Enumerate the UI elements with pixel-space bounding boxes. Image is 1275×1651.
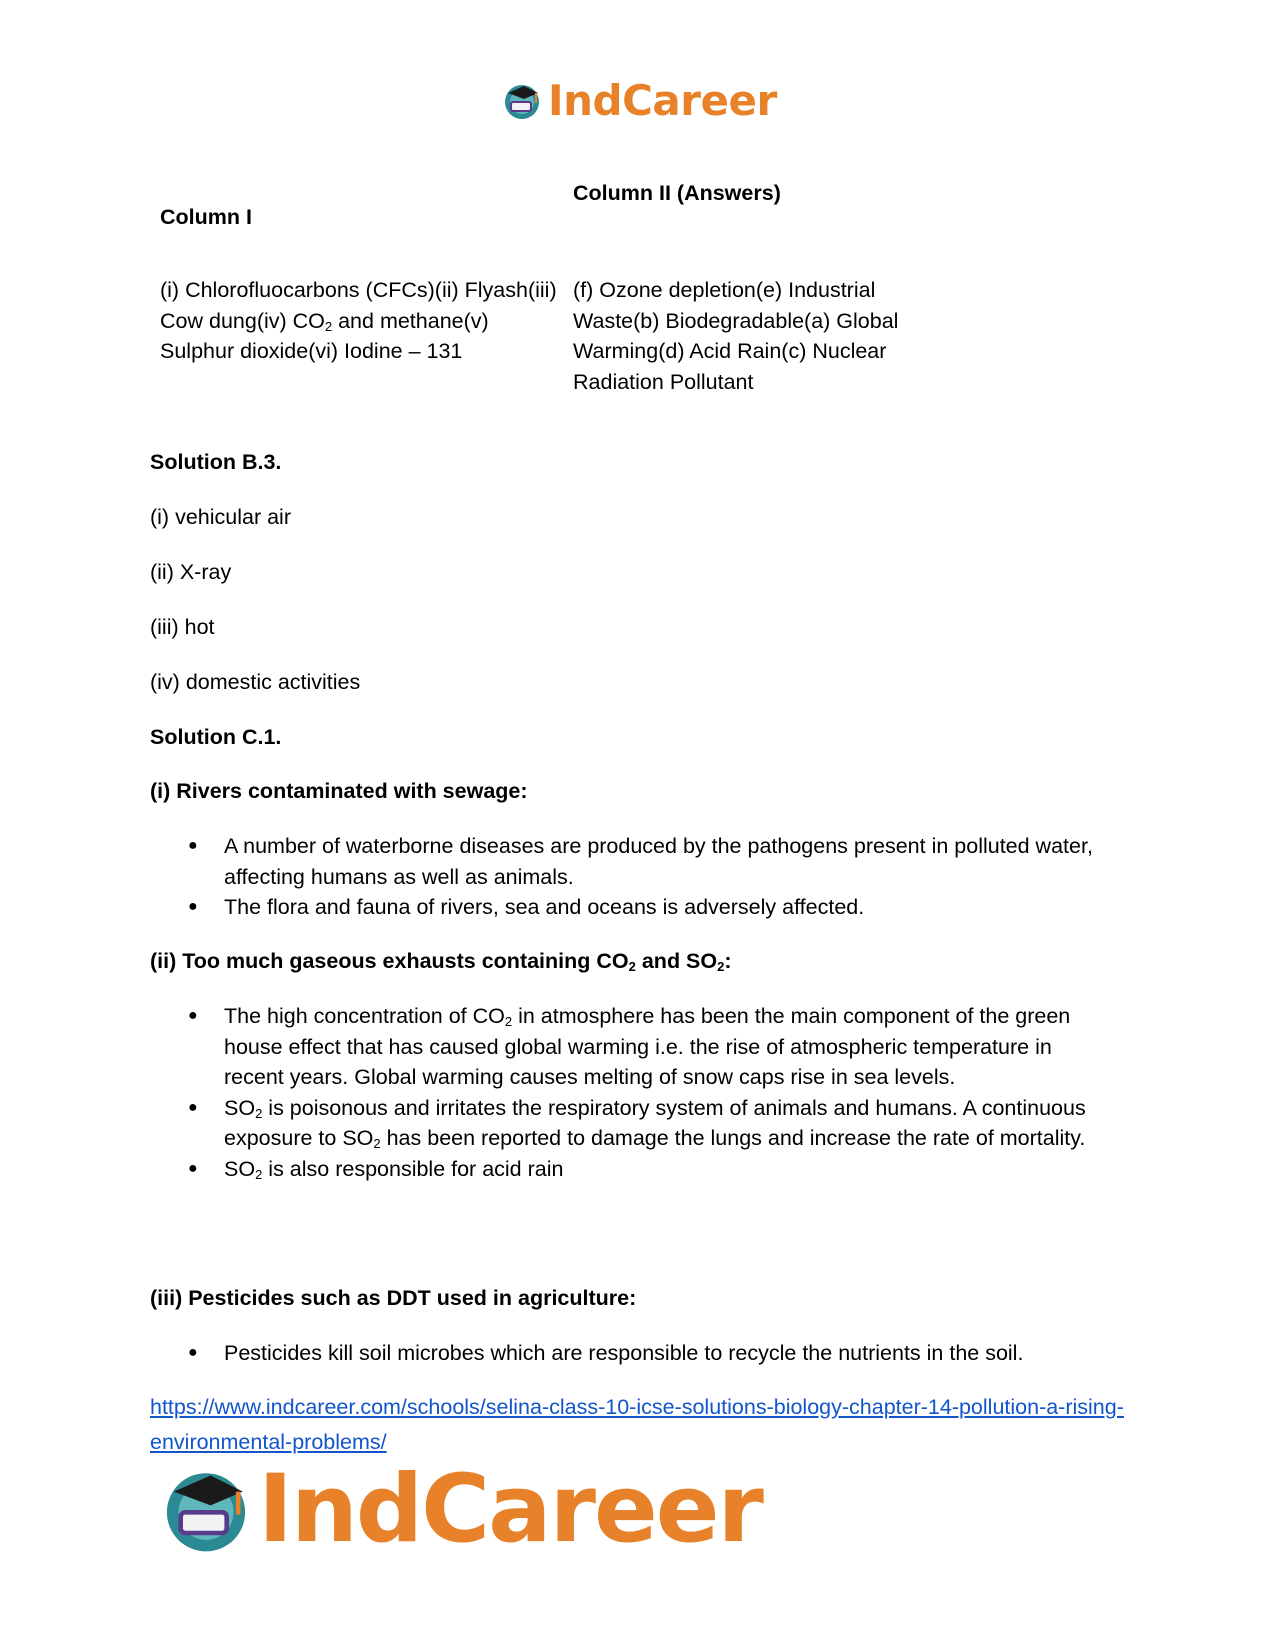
list-text: has been reported to damage the lungs and increase the rate of mortality.: [380, 1126, 1086, 1150]
list-text: is poisonous and irritates the respiratory system of animals and humans. A continuous exposure to SO: [224, 1095, 1086, 1150]
heading-text: (ii) Too much gaseous exhausts containing CO: [150, 949, 629, 973]
source-link[interactable]: https://www.indcareer.com/schools/selina-class-10-icse-solutions-biology-chapter-14-pollution-a-rising-environmental-problems/: [150, 1395, 1124, 1454]
heading-text: and SO: [635, 949, 718, 973]
subscript: 2: [255, 1166, 263, 1182]
subscript: 2: [373, 1136, 381, 1151]
logo-text: IndCareer: [258, 1455, 762, 1564]
column-1-text: (i) Chlorofluocarbons (CFCs)(ii) Flyash(iii) Cow dung(iv) CO: [160, 278, 557, 333]
column-1-content: [160, 275, 560, 367]
column-2-header: Column II (Answers): [573, 181, 781, 205]
list-text: SO: [224, 1156, 256, 1181]
heading-text: :: [724, 949, 732, 973]
solution-b3-item: (ii) X-ray: [150, 560, 232, 584]
list-text: SO: [224, 1095, 256, 1120]
list-text: in atmosphere has been the main component of the green house effect that has caused global warming i.e. the rise of atmospheric temperature in recent years. Global warming causes melting of snow caps rise in sea levels.: [224, 1004, 1071, 1089]
list-item: ● Pesticides kill soil microbes which are responsible to recycle the nutrients in the soil.: [150, 1338, 1110, 1369]
subscript: 2: [628, 959, 636, 974]
solution-c1-title: Solution C.1.: [150, 725, 282, 749]
logo-text: IndCareer: [548, 76, 777, 125]
list-text: The high concentration of CO: [224, 1004, 505, 1028]
solution-b3-title: Solution B.3.: [150, 450, 282, 474]
graduation-cap-icon: [502, 81, 542, 121]
subscript: 2: [324, 318, 333, 334]
list-text: is also responsible for acid rain: [262, 1156, 564, 1181]
bullet-list: [150, 1338, 1110, 1369]
section-heading: (iii) Pesticides such as DDT used in agriculture:: [150, 1286, 637, 1310]
list-item: [150, 1001, 1110, 1093]
bullet-list: [150, 831, 1110, 923]
column-2-content: (f) Ozone depletion(e) Industrial Waste(b) Biodegradable(a) Global Warming(d) Acid Rain(c) Nuclear Radiation Pollutant: [573, 278, 899, 394]
bullet-list: [150, 1001, 1110, 1184]
section-heading: (i) Rivers contaminated with sewage:: [150, 779, 528, 803]
graduation-cap-icon: [160, 1464, 252, 1556]
column-1-header: Column I: [160, 205, 252, 229]
list-item: ● The flora and fauna of rivers, sea and oceans is adversely affected.: [150, 892, 1110, 923]
header-logo: [502, 76, 777, 125]
section-heading: [150, 946, 732, 977]
footer-logo: [160, 1455, 762, 1564]
subscript: 2: [255, 1105, 263, 1121]
list-item: [150, 1093, 1110, 1154]
solution-b3-item: (iv) domestic activities: [150, 670, 361, 694]
subscript: 2: [504, 1014, 513, 1029]
list-item: ● A number of waterborne diseases are produced by the pathogens present in polluted water, affecting humans as well as animals.: [150, 831, 1110, 892]
solution-b3-item: (i) vehicular air: [150, 505, 291, 529]
column-1-text: and methane(v) Sulphur dioxide(vi) Iodine – 131: [160, 308, 489, 363]
subscript: 2: [717, 959, 725, 974]
list-item: [150, 1154, 1110, 1185]
solution-b3-item: (iii) hot: [150, 615, 215, 639]
